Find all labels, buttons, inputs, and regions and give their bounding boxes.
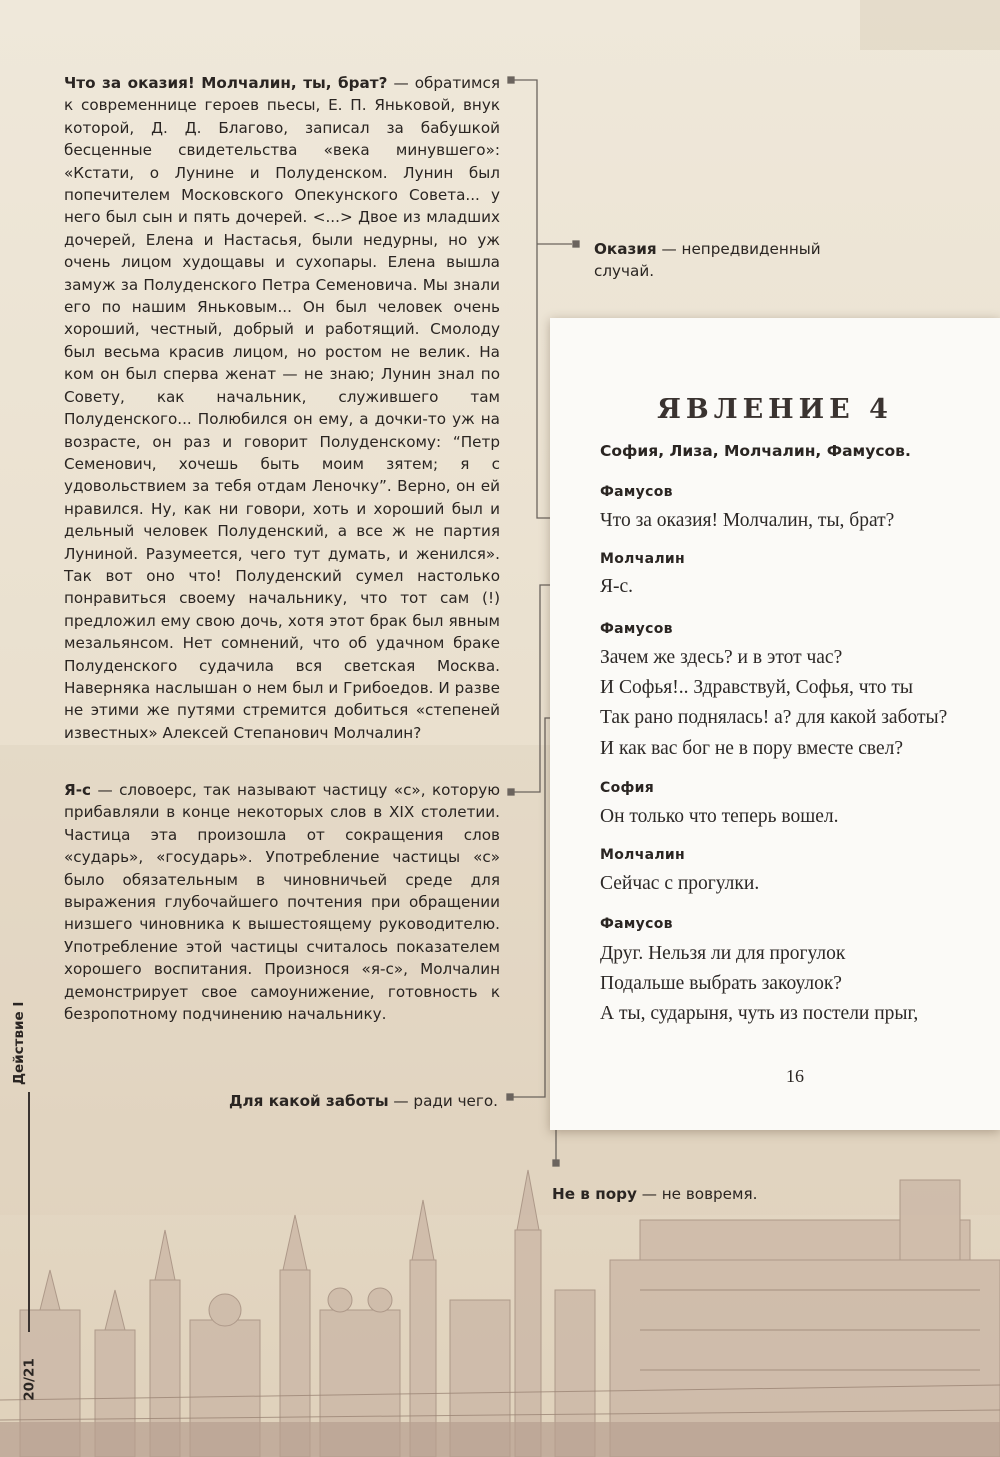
verse-line: И как вас бог не в пору вместе свел? [600,738,904,759]
verse-line: А ты, сударыня, чуть из постели прыг, [600,1003,919,1024]
verse-line: И Софья!.. Здравствуй, Софья, что ты [600,677,914,698]
term-okaziya: Оказия [594,240,657,258]
background-patch [860,0,1000,50]
verse-line: Друг. Нельзя ли для прогулок [600,943,846,964]
note-okaziya-lead: Что за оказия! Молчалин, ты, брат? [64,74,388,92]
definition-zabota: — ради чего. [388,1092,498,1110]
book-page-number: 16 [786,1066,804,1086]
note-okaziya-definition [594,238,854,283]
cast-list: София, Лиза, Молчалин, Фамусов. [600,442,911,460]
speaker-name: Фамусов [600,916,673,932]
note-yas [64,779,500,1025]
speaker-name: Молчалин [600,847,685,863]
definition-okaziya: — непредвиденный случай. [594,240,821,281]
speaker-name: Фамусов [600,484,673,500]
speaker-name: Фамусов [600,621,673,637]
definition-ne-v-poru: — не вовремя. [636,1185,758,1203]
note-zabota [150,1090,498,1112]
verse-line: Я-с. [600,576,634,597]
note-okaziya-commentary [64,72,500,744]
spread-page-numbers-text: 20/21 [21,1358,38,1401]
verse-line: Подальше выбрать закоулок? [600,973,842,994]
speaker-name: Молчалин [600,551,685,567]
term-zabota: Для какой заботы [229,1092,389,1110]
verse-line: Что за оказия! Молчалин, ты, брат? [600,510,895,531]
scene-title: ЯВЛЕНИЕ 4 [657,394,893,425]
term-ne-v-poru: Не в пору [552,1185,637,1203]
note-okaziya-text: — обратимся к современнице героев пьесы, Е. П. Яньковой, внук которой, Д. Д. Благово, записал за бабушкой бесценные свидетельства «века минувшего»: «Кстати, о Лунине и Полуденском. Лунин был попечителем Московского Опекунского Совета... у него был сын и пять дочерей. <...> Двое из младших дочерей, Елена и Настасья, были недурны, но уж очень лицом худощавы и сухопары. Елена вышла замуж за Полуденского Петра Семеновича. Мы знали его по нашим Яньковым... Он был человек очень хороший, честный, добрый и работящий. Смолоду был весьма красив лицом, но ростом не велик. На ком он был сперва женат — не знаю; Лунин знал по Совету, как начальник, служившего там Полуденского... Полюбился он ему, а дочки-то уж на возрасте, он раз и говорит Полуденскому: “Петр Семенович, хочешь быть моим зятем; я с удовольствием за тебя отдам Леночку”. Верно, он ей нравился. Ну, как ни говори, хоть и хороший был и дельный человек Полуденский, а все ж не партия Луниной. Разумеется, чего тут думать, и женился». Так вот оно что! Полуденский сумел настолько понравиться своему начальнику, что тот сам (!) предложил ему свою дочь, хотя этот брак был явным мезальянсом. Нет сомнений, что об удачном браке Полуденского судачила вся светская Москва. Наверняка наслышан о нем был и Грибоедов. И разве не этими же путями стремится добиться «степеней известных» Алексей Степанович Молчалин? [64,74,500,742]
verse-line: Зачем же здесь? и в этот час? [600,647,843,668]
verse-line: Так рано поднялась! а? для какой заботы? [600,707,948,728]
definition-yas: — словоерс, так называют частицу «с», которую прибавляли в конце некоторых слов в XIX столетии. Частица эта произошла от сокращения слов «сударь», «государь». Употребление частицы «с» было обязательным в чиновничьей среде для выражения глубочайшего почтения при обращении низшего чиновника к вышестоящему руководителю. Употребление этой частицы считалось показателем хорошего воспитания. Произнося «я-с», Молчалин демонстрирует свое самоунижение, готовность к безропотному подчинению начальнику. [64,781,500,1024]
speaker-name: София [600,780,655,796]
play-page-card [550,318,1000,1130]
act-label-text: Действие I [11,1001,27,1085]
act-label [8,985,27,1085]
verse-line: Сейчас с прогулки. [600,873,760,894]
sidebar-divider [28,1092,30,1332]
verse-line: Он только что теперь вошел. [600,806,839,827]
spread-page-numbers [19,1340,38,1420]
term-yas: Я-с [64,781,92,799]
note-ne-v-poru [552,1183,852,1205]
